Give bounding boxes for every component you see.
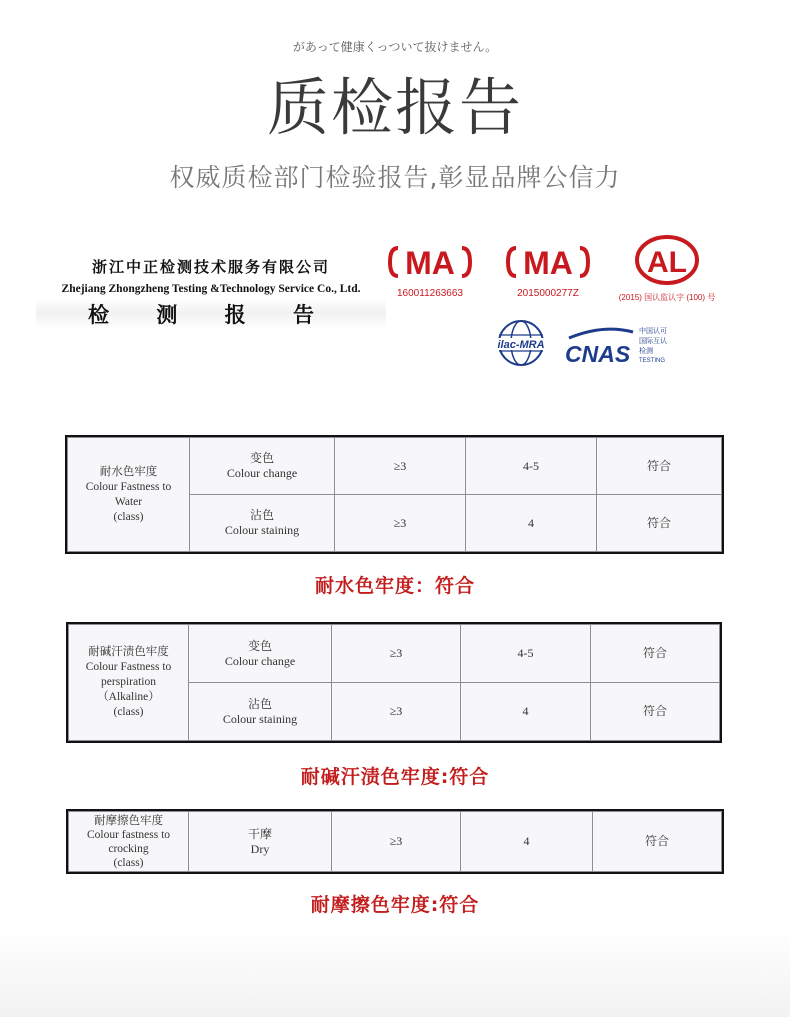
- svg-text:中国认可: 中国认可: [639, 327, 667, 335]
- cma-letters: MA: [523, 245, 573, 281]
- test-table: [68, 624, 720, 741]
- value-cell: 4: [466, 495, 597, 552]
- result-cell: 符合: [597, 495, 722, 552]
- result-crocking: 耐摩擦色牢度:符合: [310, 894, 480, 916]
- report-label: 检 测 报 告: [36, 299, 386, 329]
- table-row: [69, 812, 722, 872]
- sub-item-cell: 沾色 Colour staining: [189, 683, 332, 741]
- cma-logo-icon: [388, 242, 472, 282]
- result-perspiration: 耐碱汗渍色牢度:符合: [300, 766, 490, 788]
- test-item-cell: 耐碱汗渍色牢度 Colour Fastness to perspiration （Alkaline） (class): [69, 625, 189, 741]
- test-table-crocking: [66, 809, 724, 874]
- top-note: があって健康くっついて抜けません。: [292, 40, 498, 54]
- requirement-cell: ≥3: [335, 495, 466, 552]
- cma-mark-2: [506, 242, 590, 299]
- cma-mark-1: [388, 242, 472, 299]
- sub-item-cell: 变色 Colour change: [189, 625, 332, 683]
- test-table-water: [65, 435, 724, 554]
- value-cell: 4: [461, 683, 591, 741]
- table-row: [69, 625, 720, 683]
- result-water: 耐水色牢度：符合: [314, 575, 475, 597]
- result-cell: 符合: [591, 625, 720, 683]
- page-subtitle: 权威质检部门检验报告,彰显品牌公信力: [169, 163, 621, 192]
- cal-logo-icon: [612, 234, 722, 286]
- ilac-mra-mark: [489, 318, 553, 372]
- svg-text:TESTING: TESTING: [639, 358, 666, 364]
- cma-code-1: 160011263663: [397, 288, 463, 299]
- svg-text:检测: 检测: [639, 347, 653, 355]
- cma-code-2: 2015000277Z: [517, 288, 579, 299]
- ilac-globe-icon: [489, 318, 553, 368]
- company-name-en: Zhejiang Zhongzheng Testing &Technology Service Co., Ltd.: [61, 283, 361, 295]
- test-table: [67, 437, 722, 552]
- cnas-logo-icon: [563, 322, 673, 368]
- result-cell: 符合: [593, 812, 722, 872]
- test-table-perspiration: [66, 622, 722, 743]
- requirement-cell: ≥3: [332, 812, 461, 872]
- test-item-cell: 耐摩擦色牢度 Colour fastness to crocking (class): [69, 812, 189, 872]
- value-cell: 4: [461, 812, 593, 872]
- test-table: [68, 811, 722, 872]
- svg-text:国际互认: 国际互认: [639, 337, 667, 345]
- sub-item-cell: 沾色 Colour staining: [190, 495, 335, 552]
- cma-letters: MA: [405, 245, 455, 281]
- cnas-letters: CNAS: [565, 341, 631, 367]
- requirement-cell: ≥3: [332, 683, 461, 741]
- result-cell: 符合: [597, 438, 722, 495]
- page-title: 质检报告: [266, 71, 523, 144]
- bottom-shade: [0, 927, 790, 1017]
- ilac-text: ilac-MRA: [497, 339, 545, 351]
- requirement-cell: ≥3: [335, 438, 466, 495]
- sub-item-cell: 干摩 Dry: [189, 812, 332, 872]
- test-item-cell: 耐水色牢度 Colour Fastness to Water (class): [68, 438, 190, 552]
- cal-letters: AL: [647, 246, 687, 279]
- cal-mark: [612, 234, 722, 303]
- sub-item-cell: 变色 Colour change: [190, 438, 335, 495]
- cal-code: (2015) 国认监认字 (100) 号: [618, 293, 716, 302]
- cma-logo-icon: [506, 242, 590, 282]
- company-name-cn: 浙江中正检测技术服务有限公司: [91, 258, 330, 276]
- cnas-mark: [563, 322, 673, 372]
- result-cell: 符合: [591, 683, 720, 741]
- value-cell: 4-5: [466, 438, 597, 495]
- company-header: [36, 256, 386, 329]
- table-row: [68, 438, 722, 495]
- value-cell: 4-5: [461, 625, 591, 683]
- requirement-cell: ≥3: [332, 625, 461, 683]
